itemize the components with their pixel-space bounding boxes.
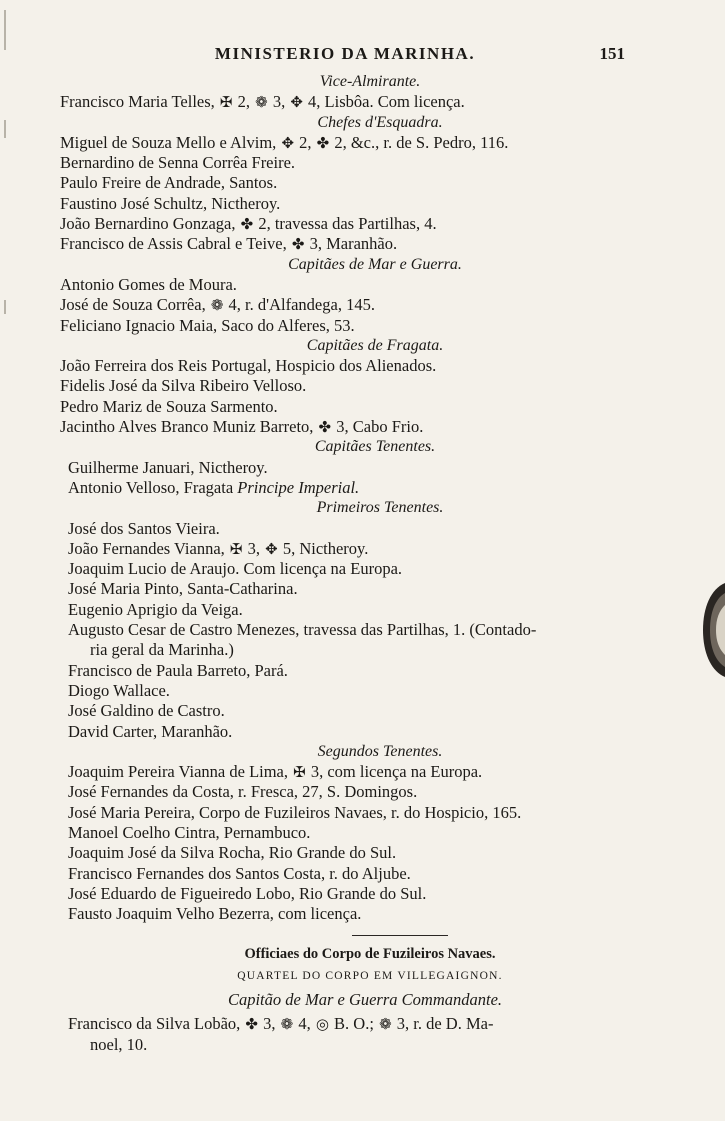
entry-line: José dos Santos Vieira. <box>68 518 220 538</box>
entry-text: 4, <box>294 1014 315 1034</box>
entry-text: Jacintho Alves Branco Muniz Barreto, <box>60 417 318 437</box>
entry-line: Faustino José Schultz, Nictheroy. <box>60 193 281 213</box>
circle-icon: ◎ <box>315 1017 329 1034</box>
entry-line: Fidelis José da Silva Ribeiro Velloso. <box>60 376 307 396</box>
entry-text: 3, com licença na Europa. <box>306 762 483 782</box>
rose-icon: ❁ <box>210 298 224 315</box>
fuzileiros-subheading: QUARTEL DO CORPO EM VILLEGAIGNON. <box>237 970 503 983</box>
entry-text: Joaquim Pereira Vianna de Lima, <box>68 762 293 782</box>
entry-text: 2, travessa das Partilhas, 4. <box>254 214 437 234</box>
entry-line: Manoel Coelho Cintra, Pernambuco. <box>68 822 311 842</box>
entry-line: Eugenio Aprigio da Veiga. <box>68 599 243 619</box>
entry-text: 2, <box>233 92 255 112</box>
rose-icon: ❁ <box>379 1017 392 1034</box>
entry-line: Joaquim José da Silva Rocha, Rio Grande do Sul. <box>68 843 397 863</box>
cross4-icon: ✤ <box>240 217 254 234</box>
entry-text: 3, r. de D. Ma- <box>392 1014 494 1034</box>
entry-line: José Galdino de Castro. <box>68 701 225 721</box>
entry-line <box>60 417 660 437</box>
star-icon: ✥ <box>290 95 303 112</box>
entry-line <box>60 133 660 153</box>
section-divider <box>352 935 448 936</box>
section-heading-primeiros-tenentes: Primeiros Tenentes. <box>316 499 444 517</box>
entry-line: Fausto Joaquim Velho Bezerra, com licença. <box>68 904 362 924</box>
cross-icon: ✠ <box>219 95 233 112</box>
page-edge-marks <box>0 0 20 1121</box>
cross4-icon: ✤ <box>291 237 305 254</box>
rose-icon: ❁ <box>255 95 268 112</box>
entry-line <box>60 762 660 782</box>
entry-line: Feliciano Ignacio Maia, Saco do Alferes, 53. <box>60 315 355 335</box>
entry-text: Miguel de Souza Mello e Alvim, <box>60 132 281 152</box>
entry-text: Antonio Velloso, Fragata <box>68 477 238 497</box>
entry-line <box>60 234 660 254</box>
entry-text: Francisco de Assis Cabral e Teive, <box>60 234 291 254</box>
entry-text: José de Souza Corrêa, <box>60 295 210 315</box>
entry-line <box>60 214 660 234</box>
section-heading-capitaes-mar-guerra: Capitães de Mar e Guerra. <box>288 255 462 273</box>
cross4-icon: ✤ <box>316 135 330 152</box>
running-head <box>0 40 725 70</box>
entry-line: David Carter, Maranhão. <box>68 721 233 741</box>
entry-line: José Maria Pereira, Corpo de Fuzileiros Navaes, r. do Hospicio, 165. <box>68 802 522 822</box>
entry-text: Francisco da Silva Lobão, <box>68 1014 245 1034</box>
entry-line: José Eduardo de Figueiredo Lobo, Rio Grande do Sul. <box>68 883 427 903</box>
section-heading-capitaes-fragata: Capitães de Fragata. <box>306 336 444 354</box>
entry-text: Francisco Maria Telles, <box>60 92 219 112</box>
entry-line <box>60 92 660 112</box>
cross-icon: ✠ <box>293 765 306 782</box>
entry-line: Francisco Fernandes dos Santos Costa, r. do Aljube. <box>68 863 411 883</box>
entry-line: João Ferreira dos Reis Portugal, Hospicio dos Alienados. <box>60 356 437 376</box>
entry-line: Bernardino de Senna Corrêa Freire. <box>60 153 296 173</box>
entry-line <box>60 478 660 498</box>
entry-text: 3, <box>259 1014 280 1034</box>
star-icon: ✥ <box>281 135 295 152</box>
entry-line: Augusto Cesar de Castro Menezes, travessa das Partilhas, 1. (Contado- <box>68 620 537 640</box>
section-heading-segundos-tenentes: Segundos Tenentes. <box>317 742 443 760</box>
cross4-icon: ✤ <box>318 420 332 437</box>
section-heading-commandante: Capitão de Mar e Guerra Commandante. <box>227 990 503 1010</box>
entry-line: Joaquim Lucio de Araujo. Com licença na Europa. <box>68 559 403 579</box>
ship-name: Principe Imperial. <box>237 477 360 497</box>
entry-text: 3, <box>268 92 290 112</box>
cross4-icon: ✤ <box>245 1017 258 1034</box>
fuzileiros-heading: Officiaes do Corpo de Fuzileiros Navaes. <box>244 946 496 963</box>
cross-icon: ✠ <box>229 541 243 558</box>
entry-text: João Fernandes Vianna, <box>68 538 229 558</box>
section-heading-chefes: Chefes d'Esquadra. <box>317 113 443 131</box>
entry-line <box>60 295 660 315</box>
entry-text: 5, Nictheroy. <box>278 538 369 558</box>
register-listing <box>60 72 660 1055</box>
star-icon: ✥ <box>265 541 278 558</box>
entry-line: Francisco de Paula Barreto, Pará. <box>68 660 288 680</box>
entry-line: Pedro Mariz de Souza Sarmento. <box>60 396 278 416</box>
entry-line: Antonio Gomes de Moura. <box>60 274 237 294</box>
entry-text: 2, &c., r. de S. Pedro, 116. <box>330 132 509 152</box>
page-number: 151 <box>599 44 625 63</box>
entry-line: Diogo Wallace. <box>68 680 170 700</box>
entry-line <box>60 1014 660 1034</box>
entry-text: 3, Cabo Frio. <box>332 417 424 437</box>
section-heading-vice-almirante: Vice-Almirante. <box>319 73 421 90</box>
entry-line: José Maria Pinto, Santa-Catharina. <box>68 579 298 599</box>
page-title: MINISTERIO DA MARINHA. <box>214 44 476 63</box>
entry-line: José Fernandes da Costa, r. Fresca, 27, S. Domingos. <box>68 782 418 802</box>
entry-line-continuation: ria geral da Marinha.) <box>90 640 234 660</box>
entry-text: B. O.; <box>329 1014 379 1034</box>
entry-text: 4, r. d'Alfandega, 145. <box>224 295 375 315</box>
entry-text: 4, Lisbôa. Com licença. <box>303 92 465 112</box>
entry-text: João Bernardino Gonzaga, <box>60 214 240 234</box>
entry-line-continuation: noel, 10. <box>90 1034 148 1054</box>
section-heading-capitaes-tenentes: Capitães Tenentes. <box>314 438 436 456</box>
entry-line: Paulo Freire de Andrade, Santos. <box>60 173 278 193</box>
entry-line: Guilherme Januari, Nictheroy. <box>68 457 268 477</box>
entry-line <box>60 539 660 559</box>
entry-text: 3, <box>243 538 265 558</box>
entry-text: 2, <box>295 132 316 152</box>
rose-icon: ❁ <box>280 1017 294 1034</box>
entry-text: 3, Maranhão. <box>305 234 398 254</box>
page-edge-ornament <box>697 575 725 685</box>
